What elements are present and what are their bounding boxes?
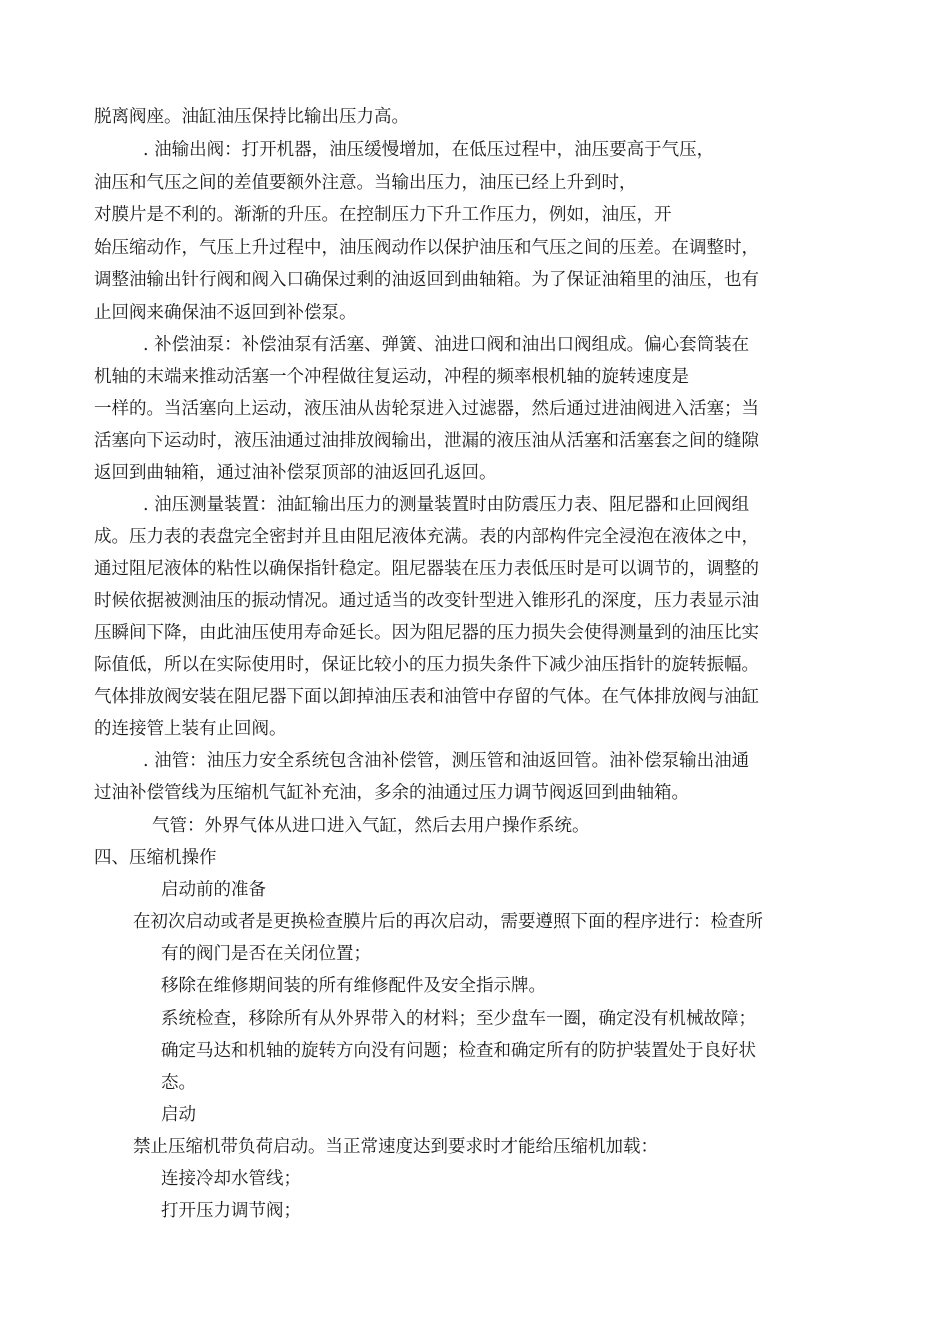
text-line: 禁止压缩机带负荷启动。当正常速度达到要求时才能给压缩机加载： (133, 1137, 658, 1157)
text-line: 系统检查，移除所有从外界带入的材料；至少盘车一圈，确定没有机械故障； (161, 1009, 756, 1029)
text-line: 止回阀来确保油不返回到补偿泵。 (94, 303, 357, 323)
text-line: 机轴的末端来推动活塞一个冲程做往复运动，冲程的频率根机轴的旋转速度是 (94, 367, 689, 387)
section-heading: 四、压缩机操作 (94, 848, 217, 868)
text-line: . 油压测量装置：油缸输出压力的测量装置时由防震压力表、阻尼器和止回阀组 (143, 495, 750, 515)
text-line: 际值低，所以在实际使用时，保证比较小的压力损失条件下减少油压指针的旋转振幅。 (94, 655, 759, 675)
text-line: 移除在维修期间装的所有维修配件及安全指示牌。 (161, 976, 546, 996)
text-line: 对膜片是不利的。渐渐的升压。在控制压力下升工作压力，例如，油压，开 (94, 205, 672, 225)
text-line: 确定马达和机轴的旋转方向没有问题；检查和确定所有的防护装置处于良好状 (161, 1041, 756, 1061)
text-line: 成。压力表的表盘完全密封并且由阻尼液体充满。表的内部构件完全浸泡在液体之中， (94, 527, 759, 547)
text-line: 打开压力调节阀； (161, 1201, 301, 1221)
subsection-heading: 启动 (161, 1105, 196, 1125)
text-line: 脱离阀座。油缸油压保持比输出压力高。 (94, 107, 409, 127)
text-line: 压瞬间下降，由此油压使用寿命延长。因为阻尼器的压力损失会使得测量到的油压比实 (94, 623, 759, 643)
text-line: 活塞向下运动时，液压油通过油排放阀输出，泄漏的液压油从活塞和活塞套之间的缝隙 (94, 431, 759, 451)
text-line: 通过阻尼液体的粘性以确保指针稳定。阻尼器装在压力表低压时是可以调节的，调整的 (94, 559, 759, 579)
text-line: 过油补偿管线为压缩机气缸补充油，多余的油通过压力调节阀返回到曲轴箱。 (94, 783, 689, 803)
text-line: 始压缩动作，气压上升过程中，油压阀动作以保护油压和气压之间的压差。在调整时， (94, 238, 759, 258)
text-line: 连接冷却水管线； (161, 1169, 301, 1189)
subsection-heading: 启动前的准备 (161, 880, 266, 900)
text-line: . 补偿油泵：补偿油泵有活塞、弹簧、油进口阀和油出口阀组成。偏心套筒装在 (143, 335, 750, 355)
text-line: 气体排放阀安装在阻尼器下面以卸掉油压表和油管中存留的气体。在气体排放阀与油缸 (94, 687, 759, 707)
text-line: 态。 (161, 1073, 196, 1093)
text-line: 调整油输出针行阀和阀入口确保过剩的油返回到曲轴箱。为了保证油箱里的油压，也有 (94, 270, 759, 290)
text-line: 在初次启动或者是更换检查膜片后的再次启动，需要遵照下面的程序进行：检查所 (133, 912, 763, 932)
text-line: 油压和气压之间的差值要额外注意。当输出压力，油压已经上升到时， (94, 173, 637, 193)
text-line: 的连接管上装有止回阀。 (94, 719, 287, 739)
text-line: 有的阀门是否在关闭位置； (161, 944, 371, 964)
text-line: 气管：外界气体从进口进入气缸，然后去用户操作系统。 (152, 816, 590, 836)
text-line: 一样的。当活塞向上运动，液压油从齿轮泵进入过滤器，然后通过进油阀进入活塞；当 (94, 399, 759, 419)
text-line: 时候依据被测油压的振动情况。通过适当的改变针型进入锥形孔的深度，压力表显示油 (94, 591, 759, 611)
text-line: 返回到曲轴箱，通过油补偿泵顶部的油返回孔返回。 (94, 463, 497, 483)
text-line: . 油管：油压力安全系统包含油补偿管，测压管和油返回管。油补偿泵输出油通 (143, 751, 750, 771)
text-line: . 油输出阀：打开机器，油压缓慢增加，在低压过程中，油压要高于气压， (143, 140, 715, 160)
